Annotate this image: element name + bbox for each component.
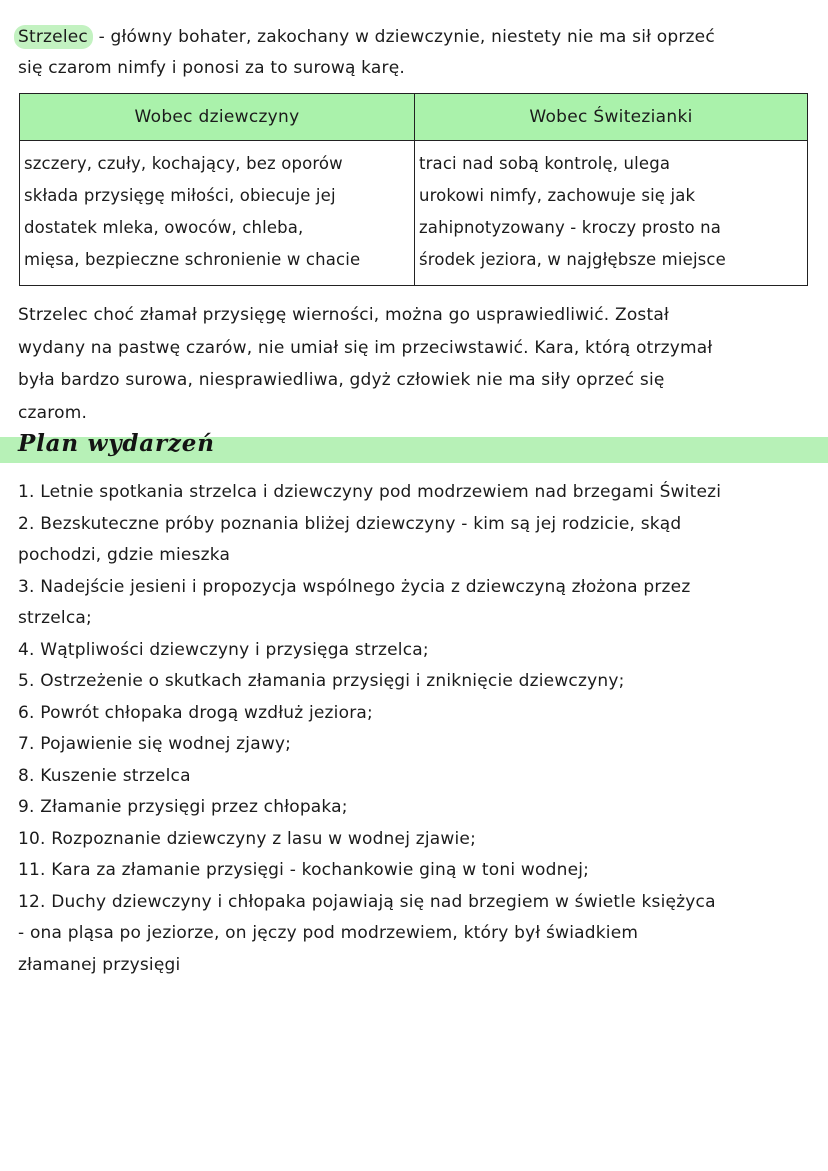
table-cell-line: traci nad sobą kontrolę, ulega — [419, 154, 671, 173]
intro-line-1-rest: - główny bohater, zakochany w dziewczynie, niestety nie ma sił oprzeć — [92, 27, 715, 47]
list-item: 2. Bezskuteczne próby poznania bliżej dziewczyny - kim są jej rodzicie, skąd — [18, 513, 682, 534]
intro-line-2: się czarom nimfy i ponosi za to surową karę. — [18, 58, 406, 78]
intro-line-1 — [18, 22, 813, 53]
table-cell-line: środek jeziora, w najgłębsze miejsce — [419, 250, 726, 269]
list-item: złamanej przysięgi — [18, 954, 181, 975]
list-item: 5. Ostrzeżenie o skutkach złamania przysięgi i zniknięcie dziewczyny; — [18, 671, 625, 691]
intro-paragraph — [18, 22, 813, 84]
section-heading: Plan wydarzeń — [18, 430, 215, 457]
table-header-row — [20, 94, 807, 141]
table-cell-switezianka — [415, 141, 807, 285]
table-cell-line: szczery, czuły, kochający, bez oporów — [24, 154, 343, 173]
list-item: 10. Rozpoznanie dziewczyny z lasu w wodnej zjawie; — [18, 828, 476, 849]
list-item: 7. Pojawienie się wodnej zjawy; — [18, 734, 292, 754]
list-item: 9. Złamanie przysięgi przez chłopaka; — [18, 797, 348, 817]
events-list — [18, 477, 823, 981]
paragraph-line: była bardzo surowa, niesprawiedliwa, gdyż człowiek nie ma siły oprzeć się — [18, 370, 665, 390]
list-item: pochodzi, gdzie mieszka — [18, 545, 231, 565]
list-item: - ona pląsa po jeziorze, on jęczy pod modrzewiem, który był świadkiem — [18, 923, 639, 943]
list-item: 1. Letnie spotkania strzelca i dziewczyny pod modrzewiem nad brzegami Świtezi — [18, 482, 722, 502]
table-cell-line: dostatek mleka, owoców, chleba, — [24, 218, 304, 237]
list-item: 3. Nadejście jesieni i propozycja wspólnego życia z dziewczyną złożona przez — [18, 576, 691, 597]
list-item: strzelca; — [18, 608, 92, 628]
comparison-table — [19, 93, 808, 286]
table-header-switezianka: Wobec Świtezianki — [529, 107, 693, 127]
table-cell-line: mięsa, bezpieczne schronienie w chacie — [24, 250, 361, 269]
table-header-girl: Wobec dziewczyny — [20, 94, 415, 140]
table-cell-line: składa przysięgę miłości, obiecuje jej — [24, 186, 336, 205]
list-item: 12. Duchy dziewczyny i chłopaka pojawiają się nad brzegiem w świetle księżyca — [18, 891, 716, 912]
paragraph-line: czarom. — [18, 402, 88, 423]
table-cell-line: zahipnotyzowany - kroczy prosto na — [419, 218, 721, 237]
paragraph-line: Strzelec choć złamał przysięgę wierności, można go usprawiedliwić. Został — [18, 305, 669, 325]
summary-paragraph — [18, 299, 818, 429]
table-cell-girl — [20, 141, 415, 285]
list-item: 8. Kuszenie strzelca — [18, 765, 191, 786]
list-item: 11. Kara za złamanie przysięgi - kochankowie giną w toni wodnej; — [18, 860, 590, 880]
highlighted-term: Strzelec — [14, 25, 93, 49]
table-cell-line: urokowi nimfy, zachowuje się jak — [419, 186, 696, 205]
list-item: 6. Powrót chłopaka drogą wzdłuż jeziora; — [18, 702, 373, 723]
paragraph-line: wydany na pastwę czarów, nie umiał się im przeciwstawić. Kara, którą otrzymał — [18, 337, 713, 358]
list-item: 4. Wątpliwości dziewczyny i przysięga strzelca; — [18, 639, 429, 660]
table-body-row — [20, 141, 807, 285]
